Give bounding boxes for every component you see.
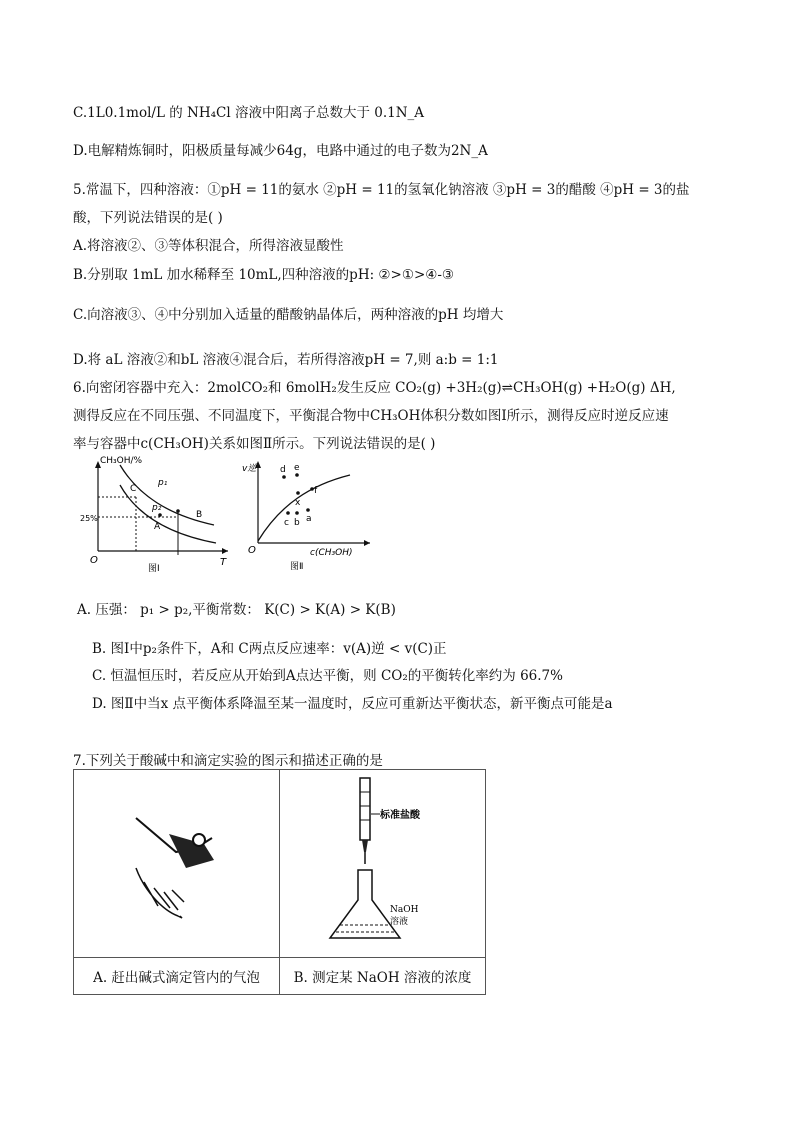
q7-cell-a-image bbox=[74, 770, 280, 958]
figure-1 bbox=[78, 455, 238, 575]
q5-option-d: D.将 aL 溶液②和bL 溶液④混合后，若所得溶液pH = 7,则 a:b = 1:1 bbox=[73, 352, 499, 368]
fig2-xlabel: c(CH₃OH) bbox=[310, 548, 353, 558]
fig1-point-a bbox=[158, 513, 162, 517]
fig1-label-p2: p₂ bbox=[152, 503, 162, 513]
q6-option-b: B. 图Ⅰ中p₂条件下，A和 C两点反应速率：v(A)逆 < v(C)正 bbox=[92, 641, 447, 657]
q5-option-c: C.向溶液③、④中分别加入适量的醋酸钠晶体后，两种溶液的pH 均增大 bbox=[73, 307, 504, 323]
label-naoh: NaOH bbox=[390, 905, 419, 915]
q5-option-b: B.分别取 1mL 加水稀释至 10mL,四种溶液的pH: ②>①>④-③ bbox=[73, 267, 455, 283]
q6-option-d: D. 图Ⅱ中当x 点平衡体系降温至某一温度时，反应可重新达平衡状态，新平衡点可能是a bbox=[92, 696, 613, 712]
option-c-q4: C.1L0.1mol/L 的 NH₄Cl 溶液中阳离子总数大于 0.1N_A bbox=[73, 105, 425, 121]
fig2-point-c bbox=[286, 511, 290, 515]
fig2-label-b: b bbox=[294, 518, 300, 528]
q5-stem-line1: 5.常温下，四种溶液：①pH = 11的氨水 ②pH = 11的氢氧化钠溶液 ③pH = 3的醋酸 ④pH = 3的盐 bbox=[73, 182, 690, 198]
q6-stem-line1: 6.向密闭容器中充入：2molCO₂和 6molH₂发生反应 CO₂(g) +3H₂(g)⇌CH₃OH(g) +H₂O(g) ΔH, bbox=[73, 380, 676, 396]
fig2-label-a: a bbox=[306, 514, 312, 524]
burette-hand-illustration bbox=[74, 770, 279, 953]
q7-table bbox=[73, 769, 486, 995]
fig2-caption: 图Ⅱ bbox=[290, 562, 304, 572]
fig1-ytick: 25% bbox=[80, 514, 98, 523]
fig2-label-f: f bbox=[314, 486, 318, 496]
q7-caption-a: A. 赶出碱式滴定管内的气泡 bbox=[74, 958, 280, 995]
titration-flask-illustration bbox=[280, 770, 485, 953]
fig2-point-a bbox=[306, 508, 310, 512]
q6-stem-line2: 测得反应在不同压强、不同温度下，平衡混合物中CH₃OH体积分数如图Ⅰ所示，测得反应时逆反应速 bbox=[73, 408, 669, 424]
fig2-curve bbox=[258, 475, 350, 541]
fig2-label-x: x bbox=[295, 498, 301, 508]
fig1-label-a: A bbox=[154, 522, 161, 532]
q7-cell-b-image bbox=[280, 770, 486, 958]
fig2-label-d: d bbox=[280, 465, 286, 475]
burette bbox=[360, 778, 370, 840]
q5-stem-line2: 酸，下列说法错误的是( ) bbox=[73, 210, 223, 226]
q6-option-c: C. 恒温恒压时，若反应从开始到A点达平衡，则 CO₂的平衡转化率约为 66.7% bbox=[92, 668, 563, 684]
label-solution: 溶液 bbox=[390, 917, 409, 927]
flask bbox=[330, 870, 400, 938]
q6-stem-line3: 率与容器中c(CH₃OH)关系如图Ⅱ所示。下列说法错误的是( ) bbox=[73, 436, 436, 452]
fig1-origin: O bbox=[90, 555, 98, 566]
figure-2 bbox=[240, 455, 375, 575]
q7-caption-b: B. 测定某 NaOH 溶液的浓度 bbox=[280, 958, 486, 995]
fig1-x-arrow bbox=[222, 548, 228, 554]
fig2-x-arrow bbox=[364, 540, 370, 546]
fig2-label-e: e bbox=[294, 463, 300, 473]
fig2-ylabel: v逆 bbox=[242, 464, 257, 474]
fig1-label-p1: p₁ bbox=[158, 478, 168, 488]
fig1-point-b bbox=[176, 509, 180, 513]
q6-option-a: A. 压强： p₁ > p₂,平衡常数： K(C) > K(A) > K(B) bbox=[77, 602, 396, 618]
q5-option-a: A.将溶液②、③等体积混合，所得溶液显酸性 bbox=[73, 238, 344, 254]
option-d-q4: D.电解精炼铜时，阳极质量每减少64g，电路中通过的电子数为2N_A bbox=[73, 143, 488, 159]
fig2-point-x bbox=[296, 491, 300, 495]
fig1-caption: 图Ⅰ bbox=[148, 564, 160, 574]
fig1-label-c: C bbox=[130, 484, 137, 494]
label-std-hcl: 标准盐酸 bbox=[380, 810, 420, 821]
fig2-origin: O bbox=[248, 545, 256, 556]
fig1-ylabel: CH₃OH/% bbox=[100, 456, 143, 466]
fig2-point-e bbox=[295, 473, 299, 477]
q7-stem: 7.下列关于酸碱中和滴定实验的图示和描述正确的是 bbox=[73, 753, 383, 769]
fig2-point-d bbox=[282, 475, 286, 479]
fig2-label-c: c bbox=[284, 518, 289, 528]
fig2-point-b bbox=[295, 511, 299, 515]
fig1-xlabel: T bbox=[220, 557, 227, 568]
fig1-label-b: B bbox=[196, 510, 203, 520]
